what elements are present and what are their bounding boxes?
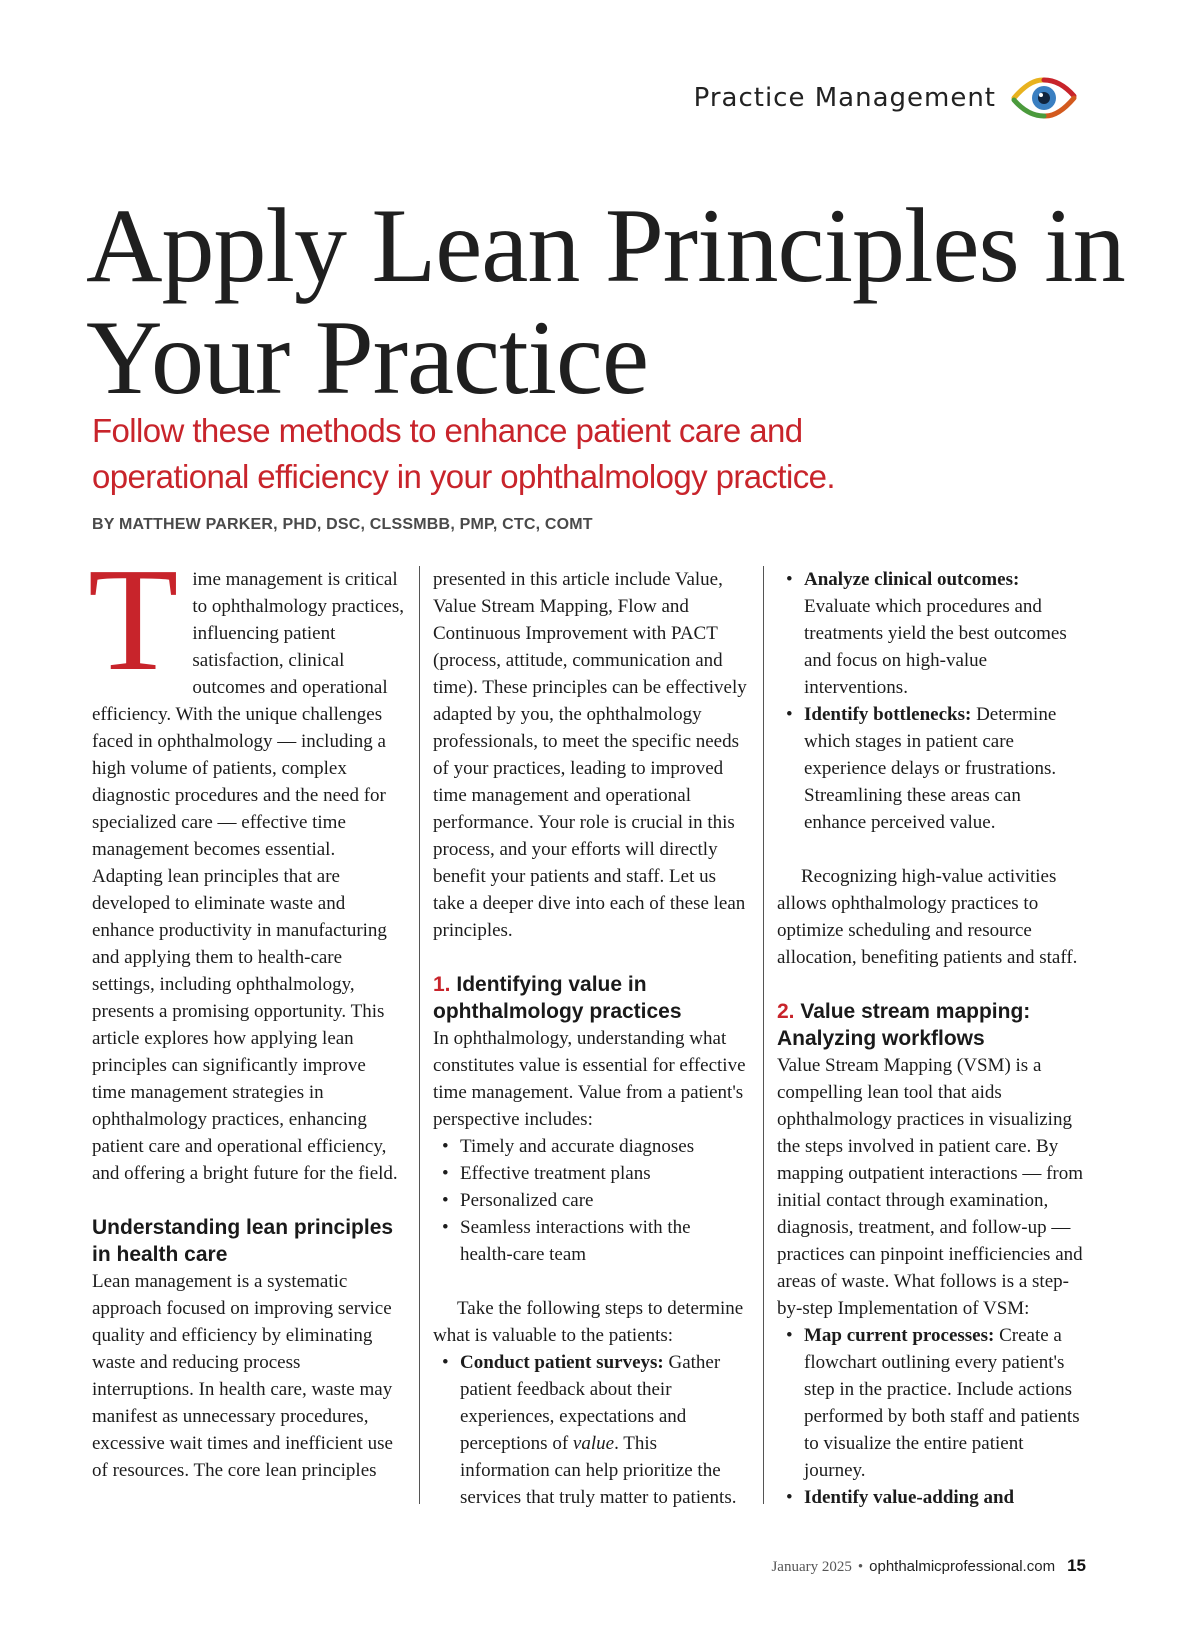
article-title: [86, 187, 1126, 416]
page-number: 15: [1067, 1556, 1086, 1575]
item-text: . This information can help prioritize the services that truly matter to patients.: [460, 1433, 737, 1508]
list-item: [777, 701, 1087, 836]
footer-separator: •: [857, 1559, 864, 1575]
section-number: 2.: [777, 1000, 795, 1023]
steps-list: [433, 1349, 748, 1511]
intro-text: ime management is critical to ophthalmology practices, influencing patient satisfaction, clinical outcomes and operational efficiency. With the unique challenges faced in ophthalmology — including a high volume of patients, complex diagnostic procedures and the need for specialized care — effective time management becomes essential. Adapting lean principles that are developed to eliminate waste and enhance productivity in manufacturing and applying them to health-care settings, including ophthalmology, presents a promising opportunity. This article explores how applying lean principles can significantly improve time management strategies in ophthalmology practices, enhancing patient care and operational efficiency, and offering a bright future for the field.: [92, 569, 404, 1184]
column-1: [88, 538, 404, 1484]
section-header: [694, 76, 1078, 120]
section-label: Practice Management: [693, 83, 996, 113]
section-heading-1: [433, 971, 748, 1025]
value-list: [433, 1133, 748, 1268]
list-item: [777, 1484, 1087, 1511]
title-line-1: Apply Lean Principles in: [86, 187, 1125, 304]
page-footer: [771, 1556, 1086, 1576]
website: ophthalmicprofessional.com: [869, 1558, 1056, 1575]
item-text: Evaluate which procedures and treatments yield the best outcomes and focus on high-value interventions.: [804, 596, 1067, 698]
column-2: [433, 566, 748, 1511]
continued-paragraph: presented in this article include Value, Value Stream Mapping, Flow and Continuous Improvement with PACT (process, attitude, communication and time). These principles can be effectively adapted by you, the ophthalmology professionals, to meet the specific needs of your practices, leading to improved time management and operational performance. Your role is crucial in this process, and your efforts will directly benefit your patients and staff. Let us take a deeper dive into each of these lean principles.: [433, 569, 747, 941]
title-line-2: Your Practice: [86, 299, 649, 416]
item-text: Gather patient feedback about their experiences, expectations and perceptions of: [460, 1352, 721, 1454]
item-label: Analyze clinical outcomes:: [804, 569, 1020, 590]
item-label: Identify value-adding and: [804, 1487, 1015, 1508]
vsm-steps-list: [777, 1322, 1087, 1511]
value-paragraph: In ophthalmology, understanding what constitutes value is essential for effective time management. Value from a patient's perspective includes:: [433, 1028, 746, 1130]
vsm-paragraph: Value Stream Mapping (VSM) is a compelling lean tool that aids ophthalmology practices in visualizing the steps involved in patient care. By mapping outpatient interactions — from initial contact through examination, diagnosis, treatment, and follow-up — practices can pinpoint inefficiencies and areas of waste. What follows is a step-by-step Implementation of VSM:: [777, 1055, 1084, 1319]
list-item: [777, 566, 1087, 701]
item-text: Determine which stages in patient care experience delays or frustrations. Streamlining these areas can enhance perceived value.: [804, 704, 1057, 833]
intro-paragraph: [88, 538, 404, 1187]
list-item: • Personalized care: [433, 1187, 748, 1214]
column-divider: [419, 566, 420, 1504]
list-item: [777, 1322, 1087, 1484]
lean-paragraph: Lean management is a systematic approach focused on improving service quality and efficiency by eliminating waste and reducing process interruptions. In health care, waste may manifest as unnecessary procedures, excessive wait times and inefficient use of resources. The core lean principles: [92, 1271, 393, 1481]
section-number: 1.: [433, 973, 451, 996]
section-heading: Understanding lean principles in health care: [92, 1216, 394, 1266]
list-item: • Effective treatment plans: [433, 1160, 748, 1187]
list-item: [433, 1349, 748, 1511]
item-text: Create a flowchart outlining every patient's step in the practice. Include actions performed by both staff and patients to visualize the entire patient journey.: [804, 1325, 1080, 1481]
item-label: Conduct patient surveys:: [460, 1352, 664, 1373]
section-heading-text: Identifying value in ophthalmology practices: [433, 973, 682, 1023]
article-subtitle: Follow these methods to enhance patient care and operational efficiency in your ophthalmology practice.: [92, 412, 835, 495]
section-heading-text: Value stream mapping: Analyzing workflows: [777, 1000, 1031, 1050]
steps-intro: Take the following steps to determine what is valuable to the patients:: [433, 1298, 744, 1346]
section-heading-2: [777, 998, 1087, 1052]
item-emphasis: value: [572, 1433, 615, 1454]
byline: BY MATTHEW PARKER, PHD, DSC, CLSSMBB, PMP, CTC, COMT: [92, 516, 593, 533]
issue-date: January 2025: [771, 1559, 852, 1575]
column-3: [777, 566, 1087, 1511]
steps-list-continued: [777, 566, 1087, 836]
column-divider: [763, 566, 764, 1504]
item-label: Identify bottlenecks:: [804, 704, 972, 725]
eye-icon: [1010, 76, 1078, 120]
recognize-paragraph: Recognizing high-value activities allows ophthalmology practices to optimize scheduling and resource allocation, benefiting patients and staff.: [777, 866, 1078, 968]
item-label: Map current processes:: [804, 1325, 995, 1346]
list-item: • Seamless interactions with the health-care team: [433, 1214, 748, 1268]
list-item: • Timely and accurate diagnoses: [433, 1133, 748, 1160]
drop-cap: T: [88, 538, 179, 702]
